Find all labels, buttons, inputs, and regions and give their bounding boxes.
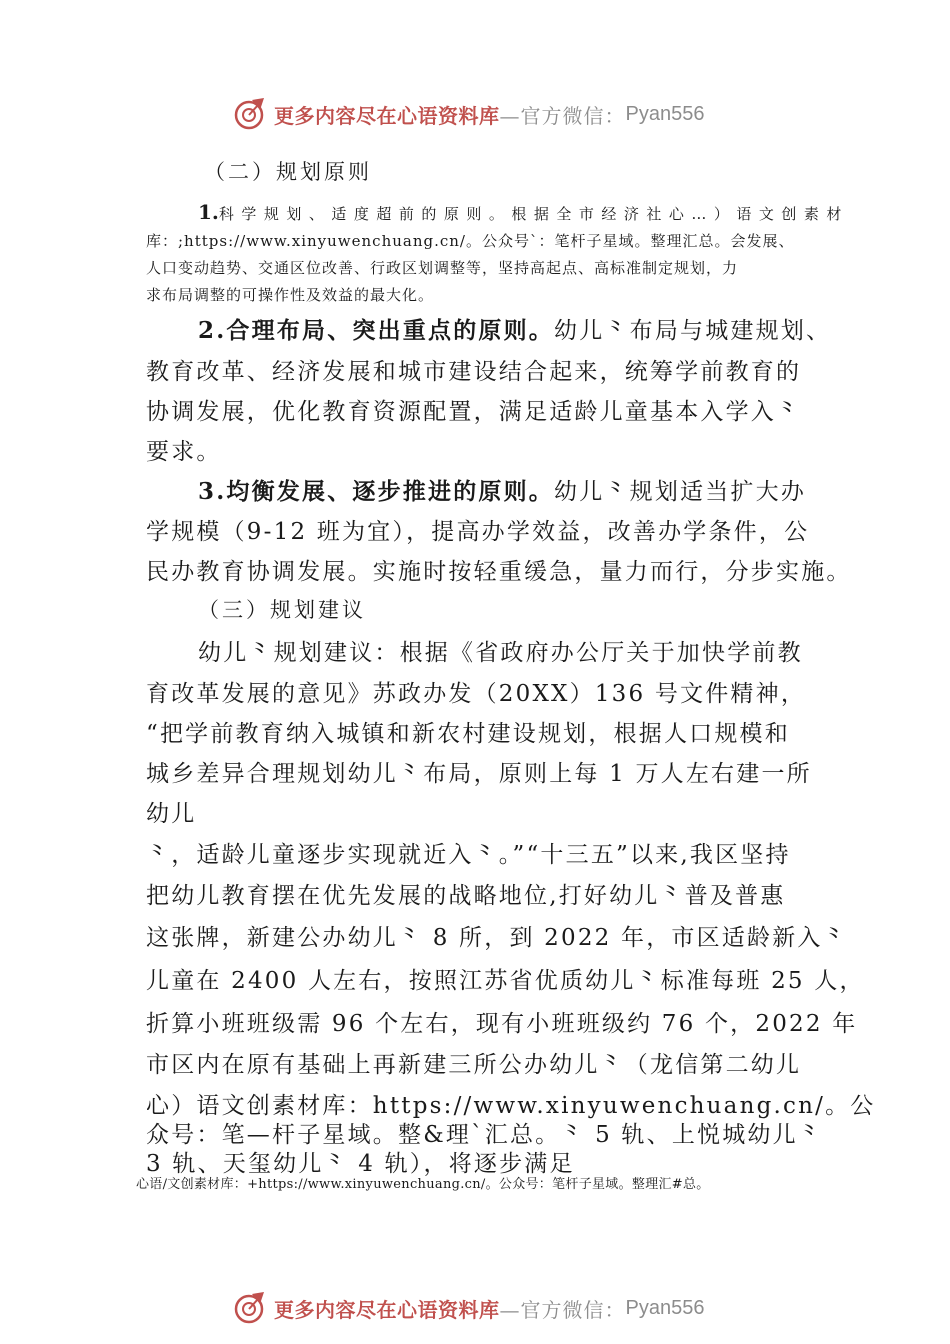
source-footnote: 心语/文创素材库：+https://www.xinyuwenchuang.cn/。公众号：笔杆子星域。整理汇#总。 [136,1177,710,1192]
body-line: 折算小班班级需 96 个左右，现有小班班级约 76 个，2022 年 [146,1011,858,1037]
pen-logo-icon [232,96,268,132]
body-line: 幼儿⺀规划建议：根据《省政府办公厅关于加快学前教 [198,640,803,666]
paragraph-2-line-1 [198,312,831,345]
paragraph-2-line-3: 协调发展，优化教育资源配置，满足适龄儿童基本入学入⺀ [146,399,802,425]
body-line: “把学前教育纳入城镇和新农村建设规划，根据人口规模和 [146,721,790,747]
footer-banner [232,1288,752,1328]
body-line: ⺀，适龄儿童逐步实现就近入⺀。”“十三五”以来,我区坚持 [146,842,791,868]
paragraph-3-text: 幼儿⺀规划适当扩大办 [554,479,807,505]
banner-text-wechat: —官方微信： [499,103,626,128]
banner-text-main: 更多内容尽在心语资料库 [274,1297,500,1322]
banner-text-wechat: —官方微信： [499,1297,626,1322]
paragraph-2-line-4: 要求。 [146,439,222,465]
section-heading-principles: （二）规划原则 [204,160,372,184]
body-line: 心）语文创素材库：https://www.xinyuwenchuang.cn/。公 [146,1093,876,1119]
body-line: 城乡差异合理规划幼儿⺀布局，原则上每 1 万人左右建一所 [146,761,812,787]
body-line: 市区内在原有基础上再新建三所公办幼儿⺀（龙信第二幼儿 [146,1052,802,1078]
paragraph-2-line-2: 教育改革、经济发展和城市建设结合起来，统筹学前教育的 [146,359,802,385]
paragraph-1-line-4: 求布局调整的可操作性及效益的最大化。 [146,286,435,304]
banner-text-id: Pyan556 [625,102,705,125]
banner-text-id: Pyan556 [625,1296,705,1319]
body-line: 3 轨、天玺幼儿⺀ 4 轨），将逐步满足 [146,1151,575,1177]
body-line: 众号：笔—杆子星域。整&理`汇总。⺀ 5 轨、上悦城幼儿⺀ [146,1122,824,1148]
paragraph-1-text: 科学规划、适度超前的原则。根据全市经济社心…）语文创素材 [218,205,849,223]
body-line: 把幼儿教育摆在优先发展的战略地位,打好幼儿⺀普及普惠 [146,883,786,909]
body-line: 育改革发展的意见》苏政办发（20XX）136 号文件精神， [146,681,807,707]
section-heading-suggestions: （三）规划建议 [198,598,366,622]
paragraph-1-line-3: 人口变动趋势、交通区位改善、行政区划调整等，坚持高起点、高标准制定规划，力 [146,259,739,277]
paragraph-3-title: 3.均衡发展、逐步推进的原则。 [198,478,555,505]
paragraph-3-line-2: 学规模（9-12 班为宜），提高办学效益，改善办学条件，公 [146,519,810,545]
paragraph-2-text: 幼儿⺀布局与城建规划、 [554,318,832,344]
body-line: 儿童在 2400 人左右，按照江苏省优质幼儿⺀标准每班 25 人， [146,968,865,994]
body-line: 这张牌，新建公办幼儿⺀ 8 所，到 2022 年，市区适龄新入⺀ [146,925,848,951]
paragraph-1-number: 1. [198,200,219,224]
banner-text-main: 更多内容尽在心语资料库 [274,103,500,128]
paragraph-2-title: 2.合理布局、突出重点的原则。 [198,317,555,344]
paragraph-1-line-1 [198,200,849,224]
header-banner [232,94,752,134]
paragraph-1-line-2: 库：;https://www.xinyuwenchuang.cn/。公众号`：笔杆子星域。整理汇总。会发展、 [146,232,795,250]
paragraph-3-line-3: 民办教育协调发展。实施时按轻重缓急，量力而行，分步实施。 [146,559,852,585]
paragraph-3-line-1 [198,473,806,506]
pen-logo-icon [232,1290,268,1326]
body-line: 幼儿 [146,801,197,827]
